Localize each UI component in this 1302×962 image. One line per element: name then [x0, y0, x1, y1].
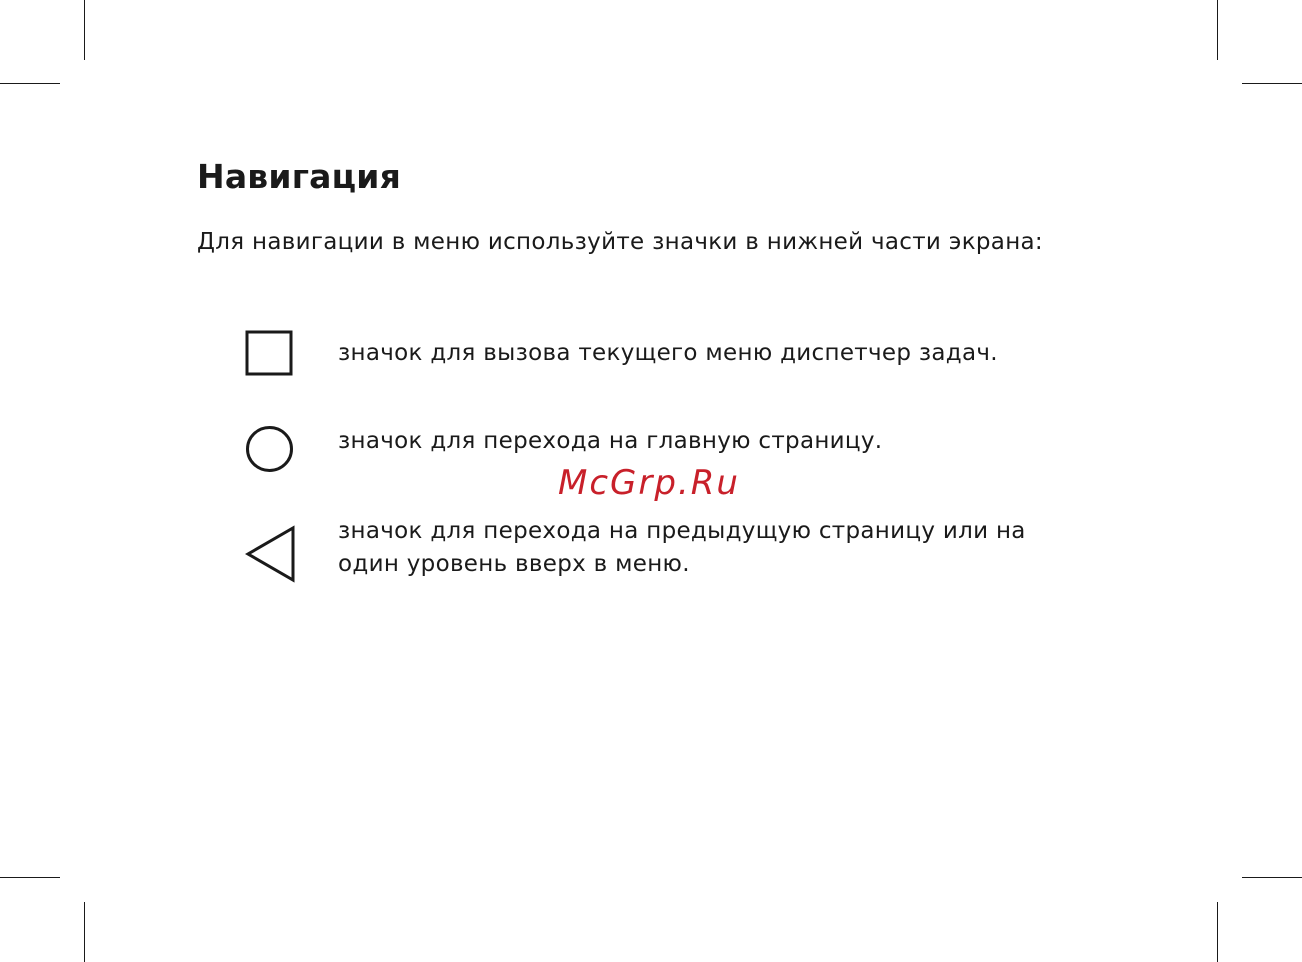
circle-home-icon — [245, 425, 294, 477]
crop-mark — [1217, 902, 1218, 962]
crop-mark — [84, 0, 85, 60]
watermark: McGrp.Ru — [558, 463, 740, 503]
description-line: значок для перехода на предыдущую страницу или на — [338, 518, 1026, 544]
nav-item-description — [338, 425, 882, 458]
crop-mark — [1242, 877, 1302, 878]
nav-item-description — [338, 337, 998, 370]
page-title: Навигация — [197, 157, 401, 196]
crop-mark — [0, 83, 60, 84]
crop-mark — [0, 877, 60, 878]
crop-mark — [1242, 83, 1302, 84]
description-line: один уровень вверх в меню. — [338, 551, 690, 577]
triangle-back-icon — [245, 525, 297, 587]
crop-mark — [1217, 0, 1218, 60]
description-line: значок для перехода на главную страницу. — [338, 428, 883, 454]
description-line: значок для вызова текущего меню диспетчер задач. — [338, 340, 998, 366]
intro-text: Для навигации в меню используйте значки в нижней части экрана: — [197, 229, 1043, 255]
nav-item-description — [338, 515, 1026, 581]
crop-mark — [84, 902, 85, 962]
square-recent-apps-icon — [245, 330, 293, 380]
